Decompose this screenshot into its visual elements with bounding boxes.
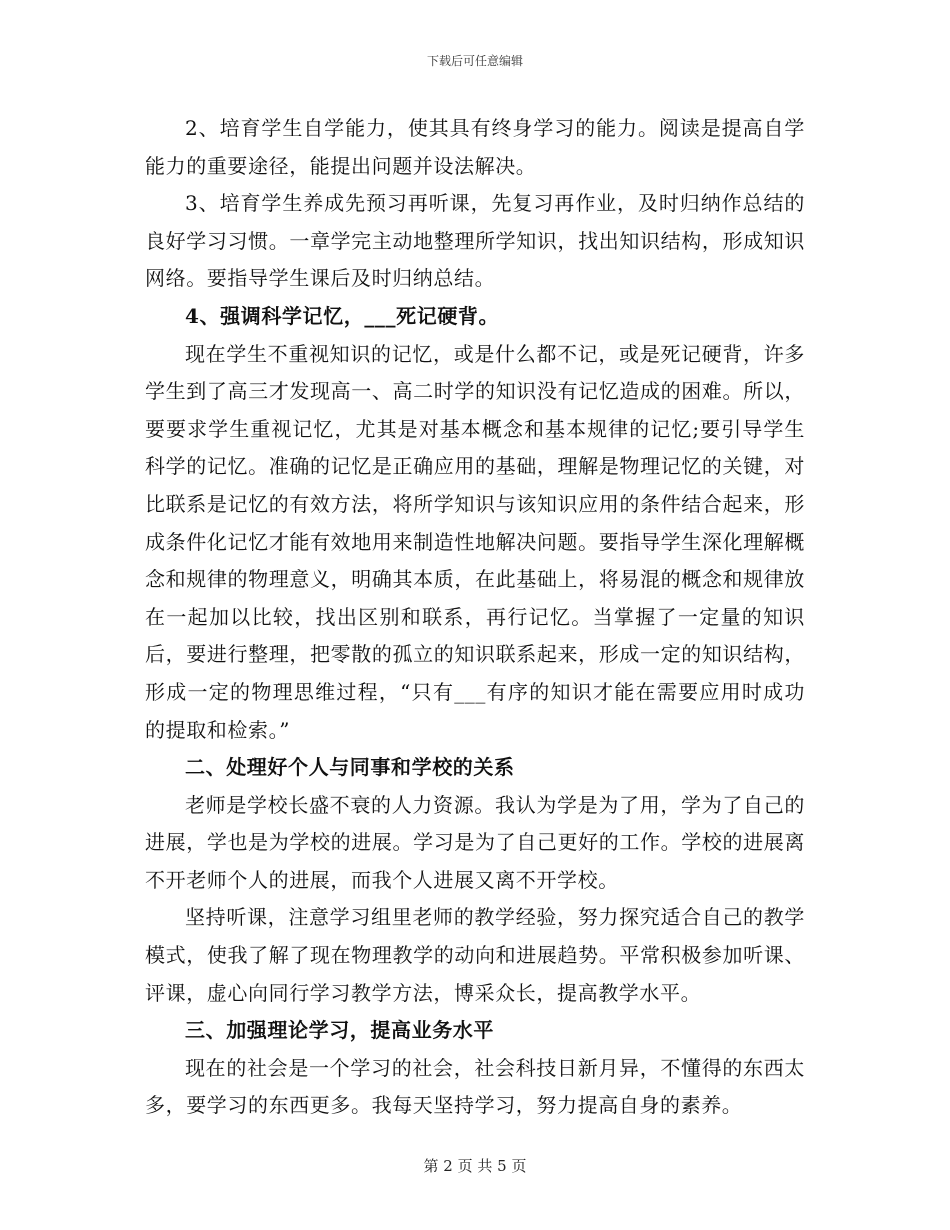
section-heading: 三、加强理论学习，提高业务水平 [185, 1018, 494, 1043]
section-heading: 4、强调科学记忆，___死记硬背。 [185, 303, 500, 328]
section-heading: 二、处理好个人与同事和学校的关系 [185, 755, 515, 780]
paragraph: 现在学生不重视知识的记忆，或是什么都不记，或是死记硬背，许多学生到了高三才发现高一、高二时学的知识没有记忆造成的困难。所以，要要求学生重视记忆，尤其是对基本概念和基本规律的记忆;要引导学生科学的记忆。准确的记忆是正确应用的基础，理解是物理记忆的关键，对比联系是记忆的有效方法，将所学知识与该知识应用的条件结合起来，形成条件化记忆才能有效地用来制造性地解决问题。要指导学生深化理解概念和规律的物理意义，明确其本质，在此基础上，将易混的概念和规律放在一起加以比较，找出区别和联系，再行记忆。当掌握了一定量的知识后，要进行整理，把零散的孤立的知识联系起来，形成一定的知识结构，形成一定的物理思维过程，“只有___有序的知识才能在需要应用时成功的提取和检索。” [145, 341, 805, 742]
paragraph: 坚持听课，注意学习组里老师的教学经验，努力探究适合自己的教学模式，使我了解了现在物理教学的动向和进展趋势。平常积极参加听课、评课，虚心向同行学习教学方法，博采众长，提高教学水平。 [145, 905, 805, 1005]
page-header: 下载后可任意编辑 [426, 54, 523, 68]
paragraph: 2、培育学生自学能力，使其具有终身学习的能力。阅读是提高自学能力的重要途径，能提出问题并设法解决。 [145, 116, 805, 178]
document-body [145, 110, 805, 1125]
paragraph: 老师是学校长盛不衰的人力资源。我认为学是为了用，学为了自己的进展，学也是为学校的进展。学习是为了自己更好的工作。学校的进展离不开老师个人的进展，而我个人进展又离不开学校。 [145, 792, 805, 892]
paragraph: 现在的社会是一个学习的社会，社会科技日新月异，不懂得的东西太多，要学习的东西更多。我每天坚持学习，努力提高自身的素养。 [145, 1055, 805, 1118]
paragraph: 3、培育学生养成先预习再听课，先复习再作业，及时归纳作总结的良好学习习惯。一章学完主动地整理所学知识，找出知识结构，形成知识网络。要指导学生课后及时归纳总结。 [145, 191, 805, 291]
page-footer: 第 2 页 共 5 页 [423, 1157, 527, 1175]
